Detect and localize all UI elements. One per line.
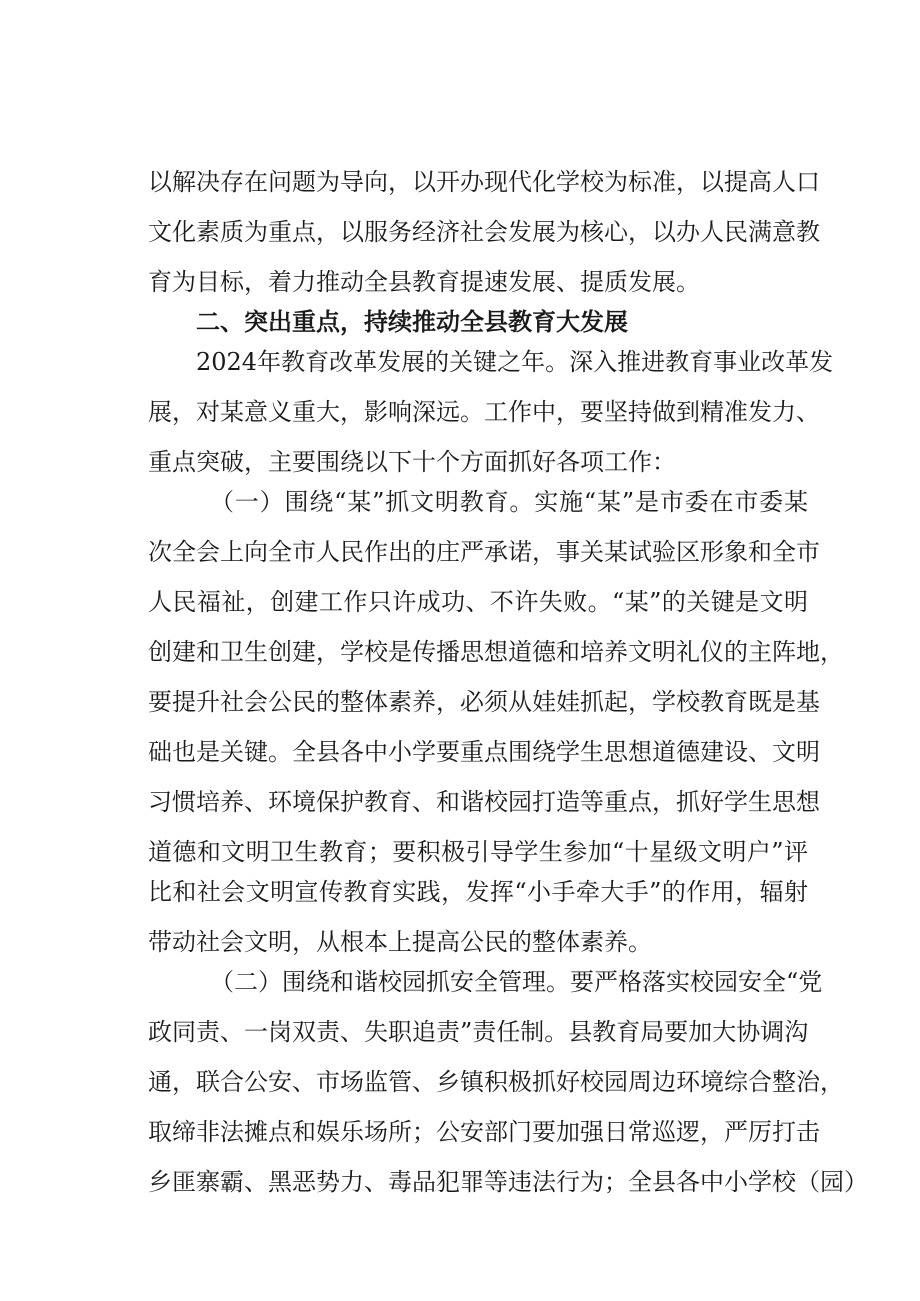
text-line: 以解决存在问题为导向，以开办现代化学校为标准，以提高人口 bbox=[148, 168, 820, 196]
text-line: 政同责、一岗双责、失职追责”责任制。县教育局要加大协调沟 bbox=[148, 1018, 809, 1046]
text-line: 通，联合公安、市场监管、乡镇积极抓好校园周边环境综合整治， bbox=[148, 1068, 844, 1096]
text-line: （一）围绕“某”抓文明教育。实施“某”是市委在市委某 bbox=[210, 488, 808, 516]
text-line: （二）围绕和谐校园抓安全管理。要严格落实校园安全“党 bbox=[210, 968, 823, 996]
text-line: 展，对某意义重大，影响深远。工作中，要坚持做到精准发力、 bbox=[148, 398, 820, 426]
text-line: 人民福祉，创建工作只许成功、不许失败。“某”的关键是文明 bbox=[148, 588, 808, 616]
section-heading: 二、突出重点，持续推动全县教育大发展 bbox=[196, 308, 628, 336]
text-line: 取缔非法摊点和娱乐场所；公安部门要加强日常巡逻，严厉打击 bbox=[148, 1118, 820, 1146]
text-line: 育为目标，着力推动全县教育提速发展、提质发展。 bbox=[148, 268, 700, 296]
text-line: 道德和文明卫生教育；要积极引导学生参加“十星级文明户”评 bbox=[148, 838, 808, 866]
text-line: 习惯培养、环境保护教育、和谐校园打造等重点，抓好学生思想 bbox=[148, 788, 820, 816]
text-line: 2024年教育改革发展的关键之年。深入推进教育事业改革发 bbox=[196, 348, 834, 376]
text-line: 础也是关键。全县各中小学要重点围绕学生思想道德建设、文明 bbox=[148, 738, 820, 766]
text-line: 重点突破，主要围绕以下十个方面抓好各项工作： bbox=[148, 448, 676, 476]
text-line: 带动社会文明，从根本上提高公民的整体素养。 bbox=[148, 928, 652, 956]
text-line: 要提升社会公民的整体素养，必须从娃娃抓起，学校教育既是基 bbox=[148, 688, 820, 716]
text-line: 创建和卫生创建，学校是传播思想道德和培养文明礼仪的主阵地， bbox=[148, 638, 844, 666]
text-line: 比和社会文明宣传教育实践，发挥“小手牵大手”的作用，辐射 bbox=[148, 878, 808, 906]
text-line: 乡匪寨霸、黑恶势力、毒品犯罪等违法行为；全县各中小学校（园） bbox=[148, 1168, 868, 1196]
text-line: 次全会上向全市人民作出的庄严承诺，事关某试验区形象和全市 bbox=[148, 538, 820, 566]
text-line: 文化素质为重点，以服务经济社会发展为核心，以办人民满意教 bbox=[148, 218, 820, 246]
